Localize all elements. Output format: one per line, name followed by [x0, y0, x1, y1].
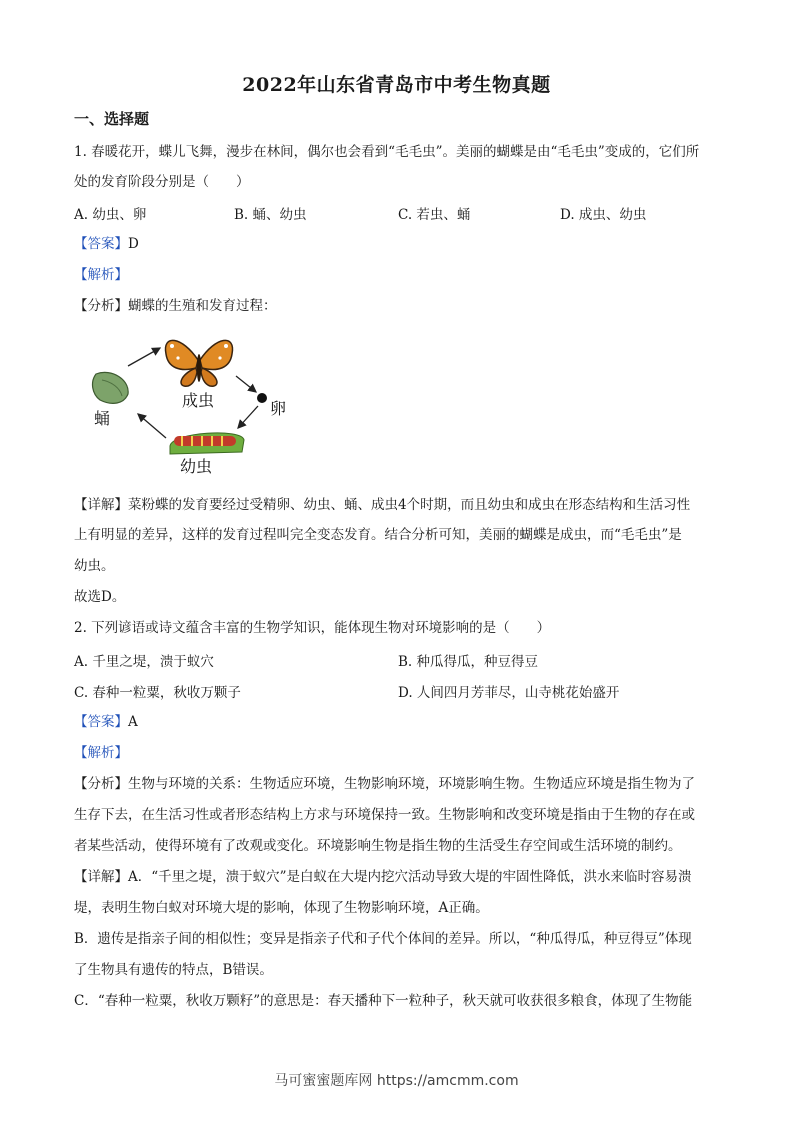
q1-option-d: D. 成虫、幼虫 [560, 207, 647, 223]
larva-image [170, 433, 244, 454]
q2-fenxi-line2: 生存下去，在生活习性或者形态结构上方求与环境保持一致。生物影响和改变环境是指由于生物的存在或 [74, 807, 695, 823]
q2-fenxi-line3: 者某些活动，使得环境有了改观或变化。环境影响生物是指生物的生活受生存空间或生活环境的制约。 [74, 838, 682, 854]
answer-value: A [128, 714, 138, 730]
q2-detail-line3: B．遗传是指亲子间的相似性；变异是指亲子代和子代个体间的差异。所以，“种瓜得瓜，种豆得豆”体现 [74, 931, 692, 947]
detail-text: 菜粉蝶的发育要经过受精卵、幼虫、蛹、成虫4个时期，而且幼虫和成虫在形态结构和生活习性 [128, 497, 691, 513]
footer-watermark: 马可蜜蜜题库网 https://amcmm.com [274, 1073, 519, 1089]
analysis-tag: 【解析】 [74, 745, 128, 761]
label-pupa: 蛹 [94, 409, 111, 428]
butterfly-lifecycle-diagram [72, 328, 312, 476]
q2-detail-line5: C．“春种一粒粟，秋收万颗籽”的意思是：春天播种下一粒种子，秋天就可收获很多粮食，体现了生物能 [74, 993, 693, 1009]
answer-value: D [128, 236, 139, 252]
label-adult: 成虫 [182, 391, 215, 410]
q1-fenxi [74, 296, 724, 316]
q1-analysis [74, 265, 724, 285]
egg-image [257, 393, 267, 403]
q1-option-a: A. 幼虫、卵 [74, 207, 147, 223]
q1-conclusion: 故选D。 [74, 589, 126, 605]
fenxi-tag: 【分析】 [74, 298, 128, 314]
answer-tag: 【答案】 [74, 714, 128, 730]
arrow-egg-to-larva [238, 406, 258, 428]
q2-detail-line2: 堤，表明生物白蚁对环境大堤的影响，体现了生物影响环境，A正确。 [74, 900, 489, 916]
section-heading: 一、选择题 [74, 110, 150, 128]
q2-analysis [74, 743, 724, 763]
q1-answer [74, 234, 724, 254]
fenxi-text: 蝴蝶的生殖和发育过程： [128, 298, 277, 314]
pupa-image [93, 372, 129, 403]
label-larva: 幼虫 [180, 457, 213, 476]
q2-detail-line4: 了生物具有遗传的特点，B错误。 [74, 962, 273, 978]
q2-option-d: D. 人间四月芳菲尽，山寺桃花始盛开 [398, 685, 620, 701]
fenxi-text: 生物与环境的关系：生物适应环境，生物影响环境，环境影响生物。生物适应环境是指生物为了 [128, 776, 695, 792]
arrow-larva-to-pupa [138, 414, 166, 438]
q1-detail-line2: 上有明显的差异，这样的发育过程叫完全变态发育。结合分析可知，美丽的蝴蝶是成虫，而“毛毛虫”是 [74, 527, 682, 543]
answer-tag: 【答案】 [74, 236, 128, 252]
q1-stem-line1: 1. 春暖花开，蝶儿飞舞，漫步在林间，偶尔也会看到“毛毛虫”。美丽的蝴蝶是由“毛毛虫”变成的，它们所 [74, 144, 700, 160]
q2-answer [74, 712, 724, 732]
label-egg: 卵 [270, 399, 287, 418]
q1-option-b: B. 蛹、幼虫 [234, 207, 307, 223]
detail-text: A．“千里之堤，溃于蚁穴”是白蚁在大堤内挖穴活动导致大堤的牢固性降低，洪水来临时容易溃 [128, 869, 692, 885]
q1-detail-line3: 幼虫。 [74, 558, 115, 574]
analysis-tag: 【解析】 [74, 267, 128, 283]
q2-detail-line1 [74, 867, 724, 887]
q2-option-c: C. 春种一粒粟，秋收万颗子 [74, 685, 241, 701]
q2-fenxi-line1 [74, 774, 724, 794]
arrow-pupa-to-adult [128, 348, 160, 366]
q2-option-b: B. 种瓜得瓜，种豆得豆 [398, 654, 539, 670]
detail-tag: 【详解】 [74, 869, 128, 885]
page-title: 2022年山东省青岛市中考生物真题 [242, 74, 551, 96]
arrow-adult-to-egg [236, 376, 256, 392]
q1-detail-line1 [74, 495, 724, 515]
fenxi-tag: 【分析】 [74, 776, 128, 792]
q2-stem: 2. 下列谚语或诗文蕴含丰富的生物学知识，能体现生物对环境影响的是（ ） [74, 620, 551, 636]
q2-option-a: A. 千里之堤，溃于蚁穴 [74, 654, 214, 670]
q1-stem-line2: 处的发育阶段分别是（ ） [74, 174, 250, 190]
detail-tag: 【详解】 [74, 497, 128, 513]
q1-option-c: C. 若虫、蛹 [398, 207, 471, 223]
butterfly-image [165, 340, 232, 386]
